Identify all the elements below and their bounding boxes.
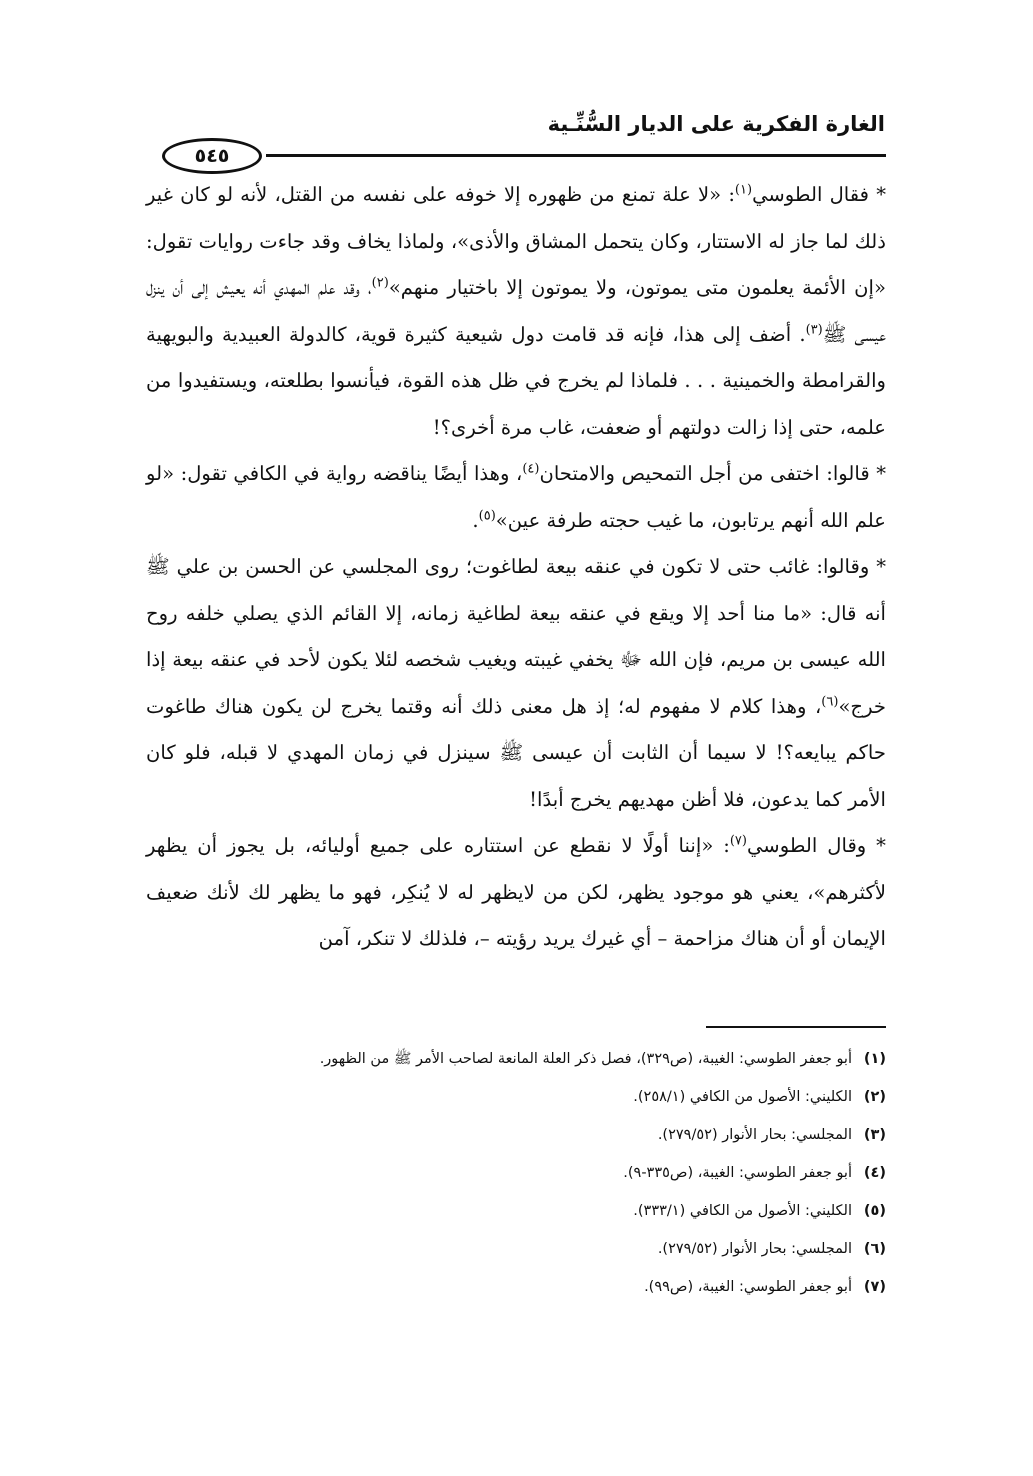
footnote-item — [146, 1078, 886, 1116]
text-segment: . أضف إلى هذا، فإنه قد قامت دول شيعية كثيرة قوية، كالدولة العبيدية والبويهية والقرامطة والخمينية . . . فلماذا لم يخرج في ظل هذه القوة، فيأنسوا بطلعته، ويستفيدوا من علمه، حتى إذا زالت دولتهم أو ضعفت، غاب مرة أخرى؟! — [146, 322, 886, 439]
footnote-text: أبو جعفر الطوسي: الغيبة، (ص٩٩). — [644, 1279, 852, 1295]
text-segment: * قالوا: اختفى من أجل التمحيص والامتحان — [539, 462, 887, 485]
footnote-item — [146, 1192, 886, 1230]
footnote-ref-6[interactable]: (٦) — [821, 693, 839, 709]
footnote-ref-2[interactable]: (٢) — [371, 275, 389, 291]
footnote-number: (١) — [863, 1051, 886, 1067]
main-text — [146, 172, 886, 963]
paragraph-4 — [146, 823, 886, 963]
footnote-text: المجلسي: بحار الأنوار (٢٧٩/٥٢). — [657, 1241, 852, 1257]
text-segment: : «إننا أولًا لا نقطع عن استتاره على جميع أوليائه، بل يجوز أن يظهر لأكثرهم»، يعني هو موجود يظهر، لكن من لايظهر له لا يُنكِر، فهو ما يظهر لك لأنك ضعيف الإيمان أو أن هناك مزاحمة – أي غيرك يريد رؤيته –، فلذلك لا تنكر، آمن — [146, 834, 886, 950]
paragraph-3 — [146, 544, 886, 823]
footnote-item — [146, 1230, 886, 1268]
paragraph-2 — [146, 451, 886, 544]
text-segment: ، وهذا أيضًا يناقضه رواية في الكافي تقول: «لو علم الله أنهم يرتابون، ما غيب حجته طرفة عين» — [146, 462, 886, 532]
footnote-ref-4[interactable]: (٤) — [522, 461, 540, 477]
footnote-text: الكليني: الأصول من الكافي (٣٣٣/١). — [633, 1203, 852, 1219]
footnote-item — [146, 1116, 886, 1154]
text-segment: : «لا علة تمنع من ظهوره إلا خوفه على نفسه من القتل، لأنه لو كان غير ذلك لما جاز له الاستتار، وكان يتحمل المشاق والأذى»، ولماذا يخاف وقد جاءت روايات تقول: «إن الأئمة يعلمون متى يموتون، ولا يموتون إلا باختيار منهم» — [146, 183, 886, 299]
text-segment: * فقال الطوسي — [752, 183, 886, 206]
footnote-item — [146, 1040, 886, 1078]
running-header-title: الغارة الفكرية على الديار السُّنِّـية — [547, 112, 885, 136]
text-segment: ، وهذا كلام لا مفهوم له؛ إذ هل معنى ذلك أنه وقتما يخرج لن يكون هناك طاغوت حاكم يبايعه؟! لا سيما أن الثابت أن عيسى ﷺ سينزل في زمان المهدي لا قبله، فلو كان الأمر كما يدعون، فلا أظن مهديهم يخرج أبدًا! — [146, 694, 886, 811]
footnote-ref-3[interactable]: (٣) — [805, 321, 823, 337]
footnote-ref-7[interactable]: (٧) — [729, 833, 747, 849]
text-segment: * وقالوا: غائب حتى لا تكون في عنقه بيعة لطاغوت؛ روى المجلسي عن الحسن بن علي ﷺ أنه قال: «ما منا أحد إلا ويقع في عنقه بيعة لطاغية زمانه، إلا القائم الذي يصلي خلفه روح الله عيسى بن مريم، فإن الله ﷻ يخفي غيبته ويغيب شخصه لئلا يكون لأحد في عنقه بيعة إذا خرج» — [146, 555, 886, 718]
footnote-text: أبو جعفر الطوسي: الغيبة، (ص٣٢٩)، فصل ذكر العلة المانعة لصاحب الأمر ﷺ من الظهور. — [319, 1051, 852, 1067]
footnote-number: (٦) — [863, 1241, 886, 1257]
footnote-ref-5[interactable]: (٥) — [478, 507, 496, 523]
header-rule — [266, 154, 886, 157]
footnotes — [146, 1040, 886, 1306]
footnote-text: أبو جعفر الطوسي: الغيبة، (ص٣٣٥-٩). — [623, 1165, 852, 1181]
footnote-item — [146, 1268, 886, 1306]
text-segment: * وقال الطوسي — [746, 834, 886, 857]
footnote-separator — [706, 1026, 886, 1028]
footnote-ref-1[interactable]: (١) — [734, 182, 753, 198]
text-segment: ، وقد علم المهدي أنه يعيش إلى أن ينزل عيسى ﷺ — [146, 276, 886, 346]
footnote-number: (٤) — [863, 1165, 886, 1181]
footnote-text: الكليني: الأصول من الكافي (٢٥٨/١). — [633, 1089, 852, 1105]
page-number: ٥٤٥ — [162, 138, 262, 174]
footnote-number: (٥) — [863, 1203, 886, 1219]
footnote-text: المجلسي: بحار الأنوار (٢٧٩/٥٢). — [657, 1127, 852, 1143]
text-segment: . — [472, 508, 479, 532]
footnote-number: (٧) — [863, 1279, 886, 1295]
footnote-number: (٣) — [863, 1127, 886, 1143]
footnote-number: (٢) — [863, 1089, 886, 1105]
footnote-item — [146, 1154, 886, 1192]
paragraph-1 — [146, 172, 886, 451]
